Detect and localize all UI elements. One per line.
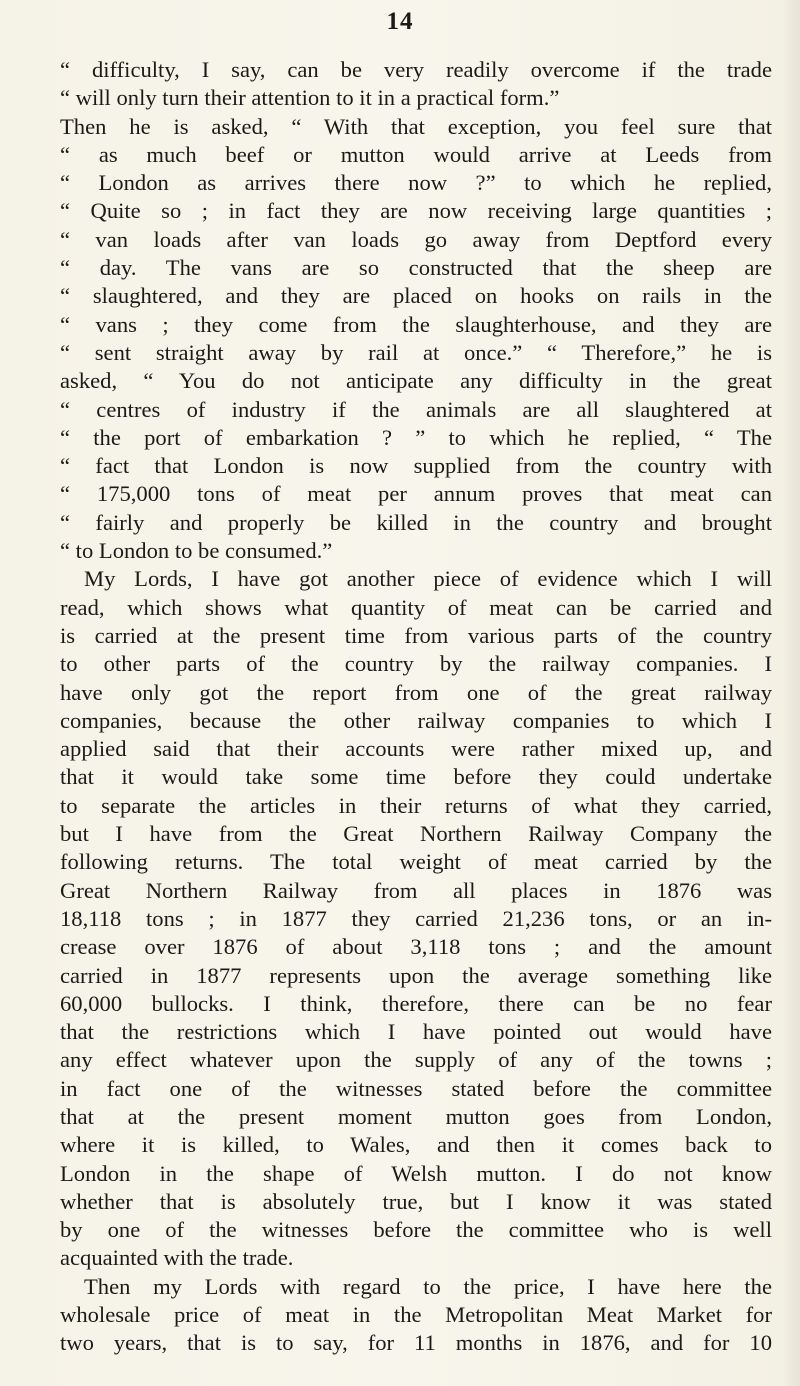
text-line: “ will only turn their attention to it in a practical form.” [60,85,560,111]
text-line: following returns. The total weight of meat carried by the [60,849,772,875]
text-line: to other parts of the country by the railway companies. I [60,651,772,677]
text-line: “ vans ; they come from the slaughterhouse, and they are [60,311,772,337]
text-line: carried in 1877 represents upon the average something like [60,962,772,988]
page-edge-shadow [782,0,800,1386]
text-line: that at the present moment mutton goes from London, [60,1103,772,1129]
text-line: My Lords, I have got another piece of evidence which I will [84,566,772,592]
text-line: applied said that their accounts were rather mixed up, and [60,736,772,762]
text-line: “ van loads after van loads go away from Deptford every [60,226,772,252]
page-number: 14 [386,8,414,35]
text-line: 60,000 bullocks. I think, therefore, there can be no fear [60,990,772,1016]
text-line: “ as much beef or mutton would arrive at Leeds from [60,141,772,167]
text-line: 18,118 tons ; in 1877 they carried 21,236 tons, or an in- [60,905,772,931]
text-line: wholesale price of meat in the Metropolitan Meat Market for [60,1302,772,1328]
text-line: London in the shape of Welsh mutton. I do not know [60,1160,772,1186]
text-line: Then my Lords with regard to the price, I have here the [84,1273,772,1299]
text-line: acquainted with the trade. [60,1245,294,1271]
body-text [60,56,772,1358]
text-line: “ difficulty, I say, can be very readily overcome if the trade [60,57,772,82]
text-line: Then he is asked, “ With that exception, you feel sure that [60,113,772,139]
text-line: that the restrictions which I have pointed out would have [60,1019,772,1045]
text-line: have only got the report from one of the great railway [60,679,772,705]
text-line: “ 175,000 tons of meat per annum proves that meat can [60,481,772,507]
text-line: “ Quite so ; in fact they are now receiving large quantities ; [60,198,772,224]
text-line: companies, because the other railway companies to which I [60,707,772,733]
text-line: to separate the articles in their returns of what they carried, [60,792,772,818]
text-line: where it is killed, to Wales, and then it comes back to [60,1132,772,1158]
text-line: by one of the witnesses before the committee who is well [60,1217,772,1243]
text-line: two years, that is to say, for 11 months in 1876, and for 10 [60,1330,772,1356]
text-line: whether that is absolutely true, but I know it was stated [60,1188,772,1214]
text-line: “ day. The vans are so constructed that the sheep are [60,255,772,281]
text-line: in fact one of the witnesses stated before the committee [60,1075,772,1101]
text-line: Great Northern Railway from all places in 1876 was [60,877,772,903]
text-line: that it would take some time before they could undertake [60,764,772,790]
text-line: crease over 1876 of about 3,118 tons ; and the amount [60,934,772,960]
text-line: “ slaughtered, and they are placed on hooks on rails in the [60,283,772,309]
text-line: is carried at the present time from various parts of the country [60,622,772,648]
text-line: “ fact that London is now supplied from the country with [60,453,772,479]
text-line: “ London as arrives there now ?” to which he replied, [60,170,772,196]
text-line: any effect whatever upon the supply of any of the towns ; [60,1047,772,1073]
text-line: read, which shows what quantity of meat can be carried and [60,594,772,620]
text-line: “ the port of embarkation ? ” to which he replied, “ The [60,424,772,450]
text-line: asked, “ You do not anticipate any difficulty in the great [60,368,772,394]
text-line: “ centres of industry if the animals are all slaughtered at [60,396,772,422]
text-line: “ to London to be consumed.” [60,538,333,564]
text-line: but I have from the Great Northern Railway Company the [60,821,772,847]
text-line: “ fairly and properly be killed in the country and brought [60,509,772,535]
text-line: “ sent straight away by rail at once.” “ Therefore,” he is [60,339,772,365]
